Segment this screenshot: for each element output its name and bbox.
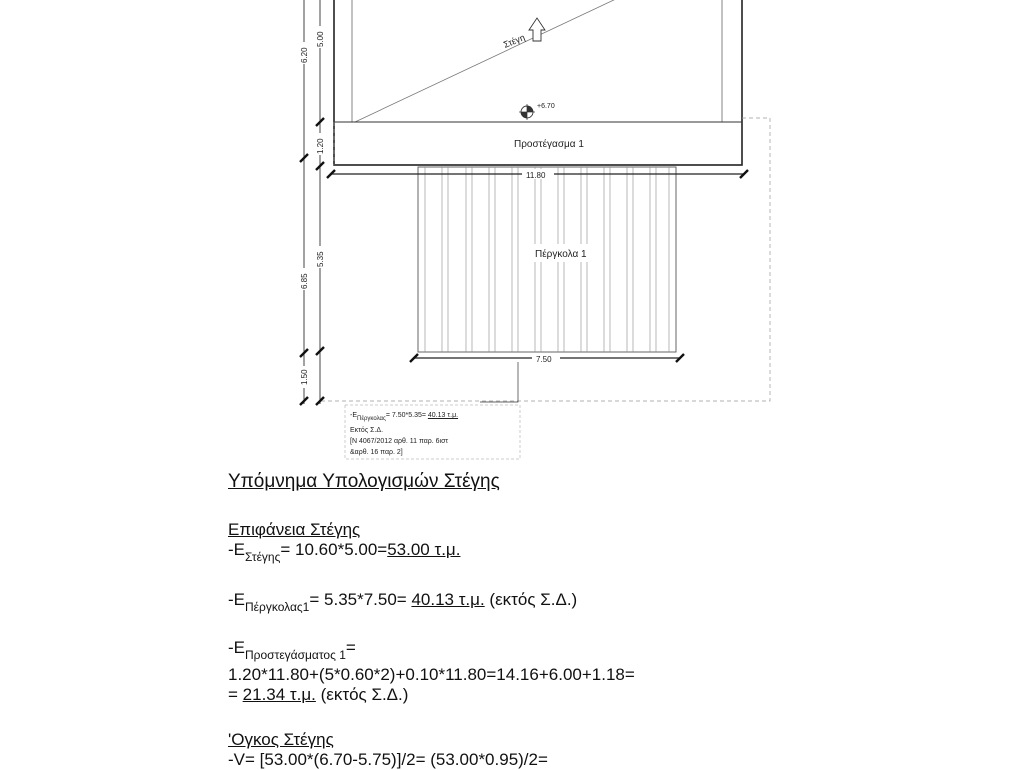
volume-heading: 'Ογκος Στέγης bbox=[228, 730, 334, 749]
volume-section bbox=[228, 730, 548, 770]
canopy-area-result: = 21.34 τ.μ. (εκτός Σ.Δ.) bbox=[228, 685, 409, 704]
roof-slope-line bbox=[355, 0, 618, 122]
legend-title: Υπόμνημα Υπολογισμών Στέγης bbox=[228, 471, 500, 492]
canopy-area-expression: 1.20*11.80+(5*0.60*2)+0.10*11.80=14.16+6.00+1.18= bbox=[228, 665, 635, 684]
volume-line: -V= [53.00*(6.70-5.75)]/2= (53.00*0.95)/2= bbox=[228, 750, 548, 769]
note-line-3: [Ν 4067/2012 αρθ. 11 παρ. 6ιστ bbox=[350, 438, 449, 445]
dim-left-outer-1: 6.20 bbox=[300, 47, 309, 63]
note-line-4: &αρθ. 16 παρ. 2] bbox=[350, 449, 403, 456]
canopy-label: Προστέγασμα 1 bbox=[514, 139, 584, 150]
surface-section bbox=[228, 520, 460, 567]
pergola-note bbox=[350, 410, 458, 458]
surface-heading: Επιφάνεια Στέγης bbox=[228, 520, 361, 539]
dim-left-inner-1: 5.00 bbox=[316, 31, 325, 47]
dim-pergola-width-label: 7.50 bbox=[536, 355, 552, 364]
dim-left-inner-3: 5.35 bbox=[316, 251, 325, 267]
dim-left-inner-2: 1.20 bbox=[316, 138, 325, 154]
pergola-area-line: $-E_{\Pi έ\rho\gamma\kappa o\lambda\alpha\varsigma 1}= 5.35*7.50= 40.13$ τ.μ. (εκτός Σ.Δ.) bbox=[228, 590, 578, 614]
pergola-label: Πέργκολα 1 bbox=[535, 249, 587, 260]
canopy-area-block bbox=[228, 638, 635, 705]
dim-left-outer-2: 6.85 bbox=[300, 273, 309, 289]
roof-arrow-icon bbox=[529, 18, 545, 41]
canopy-area-head: $-E_{\Pi\rho o\sigma\tau\varepsilon\gamma ά\sigma\mu\alpha\tau o\varsigma 1}=$ bbox=[228, 638, 356, 662]
note-line-2: Εκτός Σ.Δ. bbox=[350, 427, 384, 434]
roof-arrow-label: Στέγη bbox=[502, 32, 527, 50]
dim-top-width-label: 11.80 bbox=[526, 171, 546, 180]
elevation-marker-icon bbox=[519, 104, 535, 120]
elevation-label: +6.70 bbox=[537, 103, 555, 110]
roof-area-line: $-E_{\Sigma\tau έ\gamma\eta\varsigma}= 10.60*5.00=53.00$ τ.μ. bbox=[228, 540, 461, 564]
dim-left-outer-3: 1.50 bbox=[300, 369, 309, 385]
note-line-1: $-E_{\Pi έ\rho\gamma\kappa o\lambda\alpha\varsigma}= 7.50*5.35= 40.13$ τ.μ. bbox=[350, 412, 459, 422]
note-leader-line bbox=[480, 362, 518, 402]
